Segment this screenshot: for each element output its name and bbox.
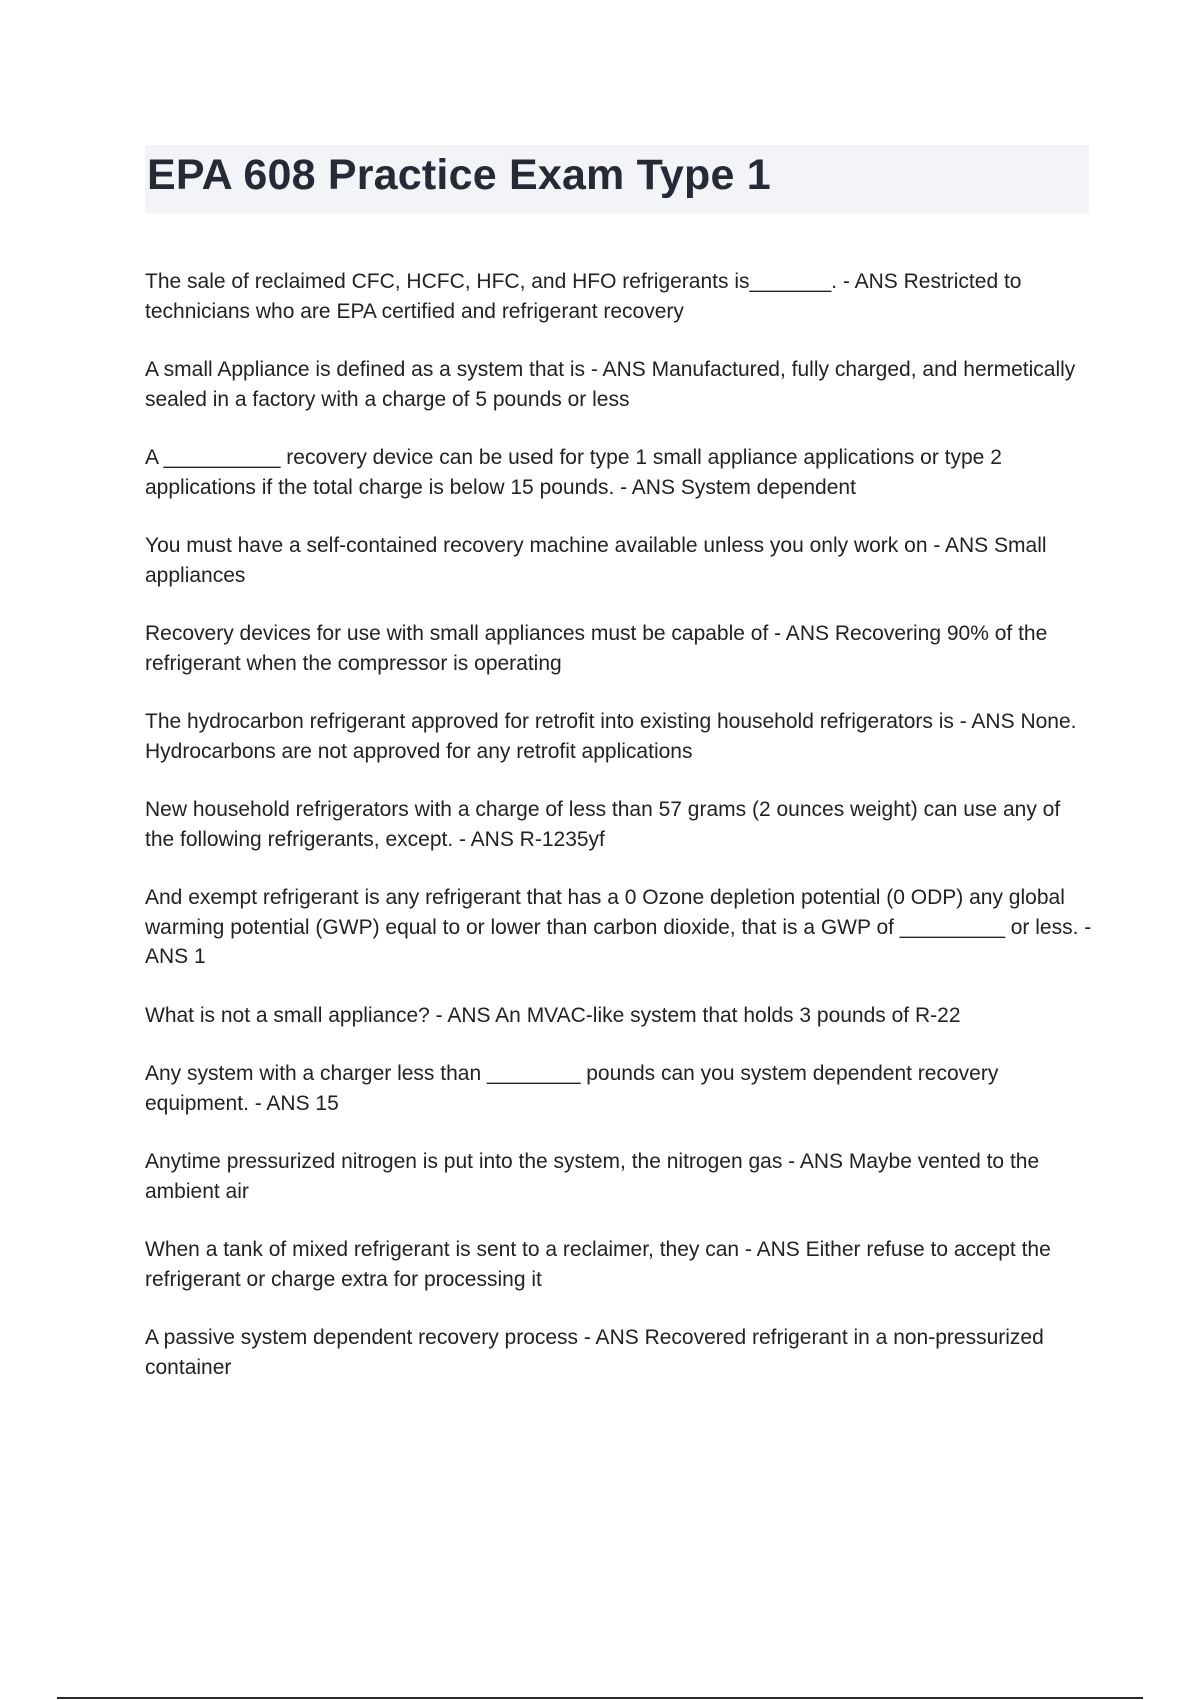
qa-item-2: A small Appliance is defined as a system that is - ANS Manufactured, fully charged, and hermetically sealed in a factory with a charge of 5 pounds or less [145, 358, 1076, 411]
qa-item-13: A passive system dependent recovery process - ANS Recovered refrigerant in a non-pressurized container [145, 1326, 1044, 1379]
qa-item-5: Recovery devices for use with small appliances must be capable of - ANS Recovering 90% of the refrigerant when the compressor is operating [145, 622, 1048, 675]
page-title: EPA 608 Practice Exam Type 1 [147, 151, 771, 199]
qa-item-11: Anytime pressurized nitrogen is put into the system, the nitrogen gas - ANS Maybe vented to the ambient air [145, 1150, 1040, 1203]
qa-item-10: Any system with a charger less than ________ pounds can you system dependent recovery equipment. - ANS 15 [145, 1062, 999, 1115]
qa-item-8: And exempt refrigerant is any refrigerant that has a 0 Ozone depletion potential (0 ODP) any global warming potential (GWP) equal to or lower than carbon dioxide, that is a GWP of _________ or less. - ANS 1 [145, 886, 1092, 968]
question-answer-list [145, 267, 1095, 1411]
qa-item-6: The hydrocarbon refrigerant approved for retrofit into existing household refrigerators is - ANS None. Hydrocarbons are not approved for any retrofit applications [145, 710, 1077, 763]
qa-item-7: New household refrigerators with a charge of less than 57 grams (2 ounces weight) can use any of the following refrigerants, except. - ANS R-1235yf [145, 798, 1061, 851]
qa-item-9: What is not a small appliance? - ANS An MVAC-like system that holds 3 pounds of R-22 [145, 1003, 961, 1027]
qa-item-1: The sale of reclaimed CFC, HCFC, HFC, and HFO refrigerants is_______. - ANS Restricted to technicians who are EPA certified and refrigerant recovery [145, 270, 1022, 323]
qa-item-4: You must have a self-contained recovery machine available unless you only work on - ANS Small appliances [145, 534, 1047, 587]
title-banner [145, 145, 1089, 213]
qa-item-12: When a tank of mixed refrigerant is sent to a reclaimer, they can - ANS Either refuse to accept the refrigerant or charge extra for processing it [145, 1238, 1051, 1291]
bottom-divider [57, 1697, 1143, 1699]
qa-item-3: A __________ recovery device can be used for type 1 small appliance applications or type 2 applications if the total charge is below 15 pounds. - ANS System dependent [145, 446, 1002, 499]
